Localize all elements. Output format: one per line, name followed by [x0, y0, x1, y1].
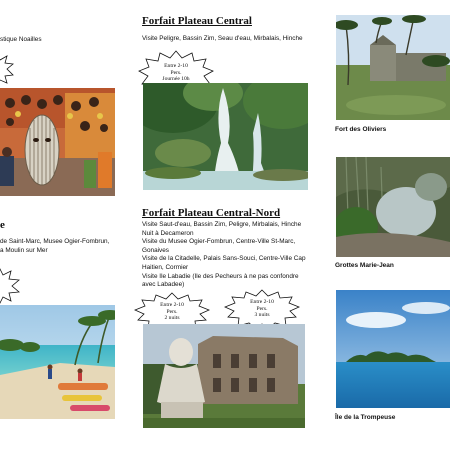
photo-fort-des-oliviers [336, 15, 450, 120]
plateau-central-nord-badge-3-nights [224, 289, 300, 329]
left-starburst-partial [0, 52, 14, 88]
caption-grottes-marie-jean: Grottes Marie-Jean [335, 262, 394, 269]
badge-line: Pers. [170, 69, 182, 76]
plateau-central-nord-title: Forfait Plateau Central-Nord [142, 207, 281, 219]
badge-line: Entre 2-10 [160, 302, 184, 308]
badge-line: Entre 2-10 [164, 63, 188, 69]
plateau-central-sites: Visite Peligre, Bassin Zim, Seau d'eau, Mirbalais, Hinche [142, 35, 303, 42]
photo-grottes-marie-jean [336, 157, 450, 257]
left-desc-line: a Moulin sur Mer [0, 246, 48, 254]
caption-fort-des-oliviers: Fort des Oliviers [335, 126, 387, 133]
badge-line: 2 nuits [164, 315, 180, 322]
photo-waterfall [143, 83, 308, 190]
badge-line: Journée 10h [162, 76, 190, 83]
photo-ile-de-la-trompeuse [336, 290, 450, 408]
left-top-text: stique Noailles [0, 36, 42, 43]
left-description [0, 238, 109, 255]
left-photo-beach [0, 305, 115, 419]
left-photo-art-market [0, 88, 115, 196]
badge-line: Entre 2-10 [250, 299, 274, 305]
caption-ile-de-la-trompeuse: Île de la Trompeuse [335, 414, 396, 421]
badge-line: 3 nuits [254, 312, 270, 319]
itinerary-paragraph: Visite Ile Labadie (Ile des Pecheurs à ne pas confondre avec Labadee) [142, 272, 299, 289]
photo-sans-souci-statue [143, 324, 305, 428]
left-starburst-partial-2 [0, 266, 20, 306]
itinerary-paragraph: Visite du Musee Ogier-Fombrun, Centre-Ville St-Marc, Gonaives [142, 238, 296, 254]
left-desc-line: de Saint-Marc, Musee Ogier-Fombrun, [0, 238, 110, 245]
itinerary-paragraph: Visite de la Citadelle, Palais Sans-Souci, Centre-Ville Cap Haitien, Cormier [142, 255, 306, 271]
left-heading-fragment: e [0, 219, 5, 231]
plateau-central-title: Forfait Plateau Central [142, 15, 252, 27]
badge-line: Pers. [256, 305, 268, 312]
badge-line: Pers. [166, 308, 178, 315]
itinerary-paragraph: Visite Saut-d'eau, Bassin Zim, Peligre, Mirbalais, Hinche Nuit à Decameron [142, 221, 302, 237]
plateau-central-nord-description [142, 221, 312, 290]
